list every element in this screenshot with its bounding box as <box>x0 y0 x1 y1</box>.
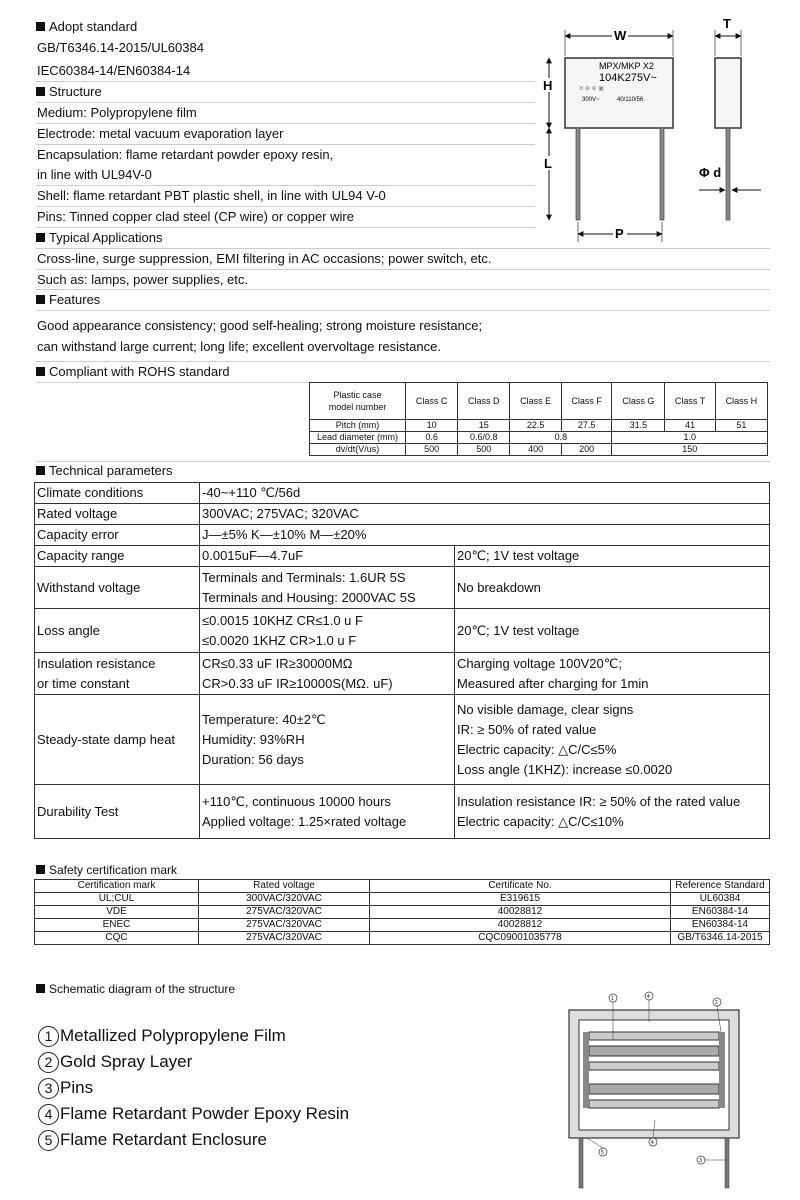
table-cell: dv/dt(V/us) <box>310 444 406 456</box>
legend-item: 5 Flame Retardant Enclosure <box>38 1127 267 1153</box>
table-cell: CQC09001035778 <box>370 932 671 945</box>
pin <box>576 128 580 220</box>
param-condition: No visible damage, clear signs IR: ≥ 50% of rated value Electric capacity: △C/C≤5% Loss angle (1KHZ): increase ≤0.0020 <box>455 695 770 785</box>
dim-p-label: P <box>615 226 624 241</box>
structure-heading: Structure <box>36 82 102 102</box>
param-condition: Charging voltage 100V20℃; Measured after charging for 1min <box>455 653 770 695</box>
param-condition: 20℃; 1V test voltage <box>455 609 770 653</box>
param-value: 0.0015uF—4.7uF <box>200 546 455 567</box>
table-cell: 0.8 <box>510 432 612 444</box>
param-label: Durability Test <box>35 785 200 839</box>
table-cell: Class H <box>715 383 767 420</box>
table-cell: ENEC <box>35 919 199 932</box>
param-value: 300VAC; 275VAC; 320VAC <box>200 504 770 525</box>
dim-d-label: Φ d <box>699 165 722 180</box>
table-cell: GB/T6346.14-2015 <box>671 932 770 945</box>
table-row <box>35 906 770 919</box>
param-value: Terminals and Terminals: 1.6UR 5S Terminals and Housing: 2000VAC 5S <box>200 567 455 609</box>
class-table <box>309 382 768 456</box>
table-cell: UL60384 <box>671 893 770 906</box>
legend-item: 3 Pins <box>38 1075 93 1101</box>
adopt-line: GB/T6346.14-2015/UL60384 <box>37 40 204 55</box>
param-label: Steady-state damp heat <box>35 695 200 785</box>
svg-text:4: 4 <box>651 1140 654 1146</box>
capacitor-side <box>715 58 741 128</box>
table-cell: 41 <box>665 420 715 432</box>
param-condition: No breakdown <box>455 567 770 609</box>
dim-t-label: T <box>723 16 731 31</box>
table-row <box>35 695 770 785</box>
table-cell: 150 <box>612 444 768 456</box>
table-cell: 40028812 <box>370 919 671 932</box>
pin <box>579 1138 583 1188</box>
param-label: Capacity range <box>35 546 200 567</box>
table-row <box>35 653 770 695</box>
structure-line: Pins: Tinned copper clad steel (CP wire) or copper wire <box>37 209 354 224</box>
table-row <box>310 420 768 432</box>
film-layer <box>589 1046 719 1056</box>
table-cell: 300VAC/320VAC <box>199 893 370 906</box>
table-cell: 400 <box>510 444 561 456</box>
safety-table <box>34 879 770 945</box>
spray-layer <box>583 1032 589 1108</box>
technical-table <box>34 482 770 839</box>
param-label: Withstand voltage <box>35 567 200 609</box>
table-row <box>35 609 770 653</box>
structure-line: Electrode: metal vacuum evaporation layer <box>37 126 284 141</box>
table-cell: Plastic case model number <box>310 383 406 420</box>
table-cell: Class G <box>612 383 665 420</box>
svg-text:4: 4 <box>647 994 650 1000</box>
param-value: -40~+110 ℃/56d <box>200 483 770 504</box>
marking: 104K275V~ <box>599 72 657 84</box>
param-label: Climate conditions <box>35 483 200 504</box>
dim-l-label: L <box>544 156 552 171</box>
divider <box>36 382 336 383</box>
table-row <box>35 785 770 839</box>
cert-logo: ꓤ ⊕ ⊕ ▣ <box>579 86 604 92</box>
table-cell: 51 <box>715 420 767 432</box>
applications-heading: Typical Applications <box>36 228 162 248</box>
table-row <box>310 383 768 420</box>
param-label: Loss angle <box>35 609 200 653</box>
marking: MPX/MKP X2 <box>599 61 654 71</box>
adopt-line: IEC60384-14/EN60384-14 <box>37 63 191 78</box>
divider <box>36 81 535 82</box>
adopt-heading: Adopt standard <box>36 17 137 37</box>
table-cell: Class D <box>458 383 510 420</box>
table-cell: 500 <box>406 444 458 456</box>
param-label: Rated voltage <box>35 504 200 525</box>
table-cell: 31.5 <box>612 420 665 432</box>
svg-text:3: 3 <box>699 1158 702 1164</box>
table-cell: 0.6/0.8 <box>458 432 510 444</box>
film-layer <box>589 1084 719 1094</box>
table-cell: VDE <box>35 906 199 919</box>
param-value: ≤0.0015 10KHZ CR≤1.0 u F ≤0.0020 1KHZ CR>1.0 u F <box>200 609 455 653</box>
table-header: Certification mark <box>35 880 199 893</box>
side-pin <box>726 128 730 220</box>
table-row <box>35 525 770 546</box>
param-condition: 20℃; 1V test voltage <box>455 546 770 567</box>
table-row <box>35 893 770 906</box>
table-cell: Lead diameter (mm) <box>310 432 406 444</box>
svg-text:2: 2 <box>715 1000 718 1006</box>
table-cell: Class C <box>406 383 458 420</box>
spray-layer <box>719 1032 725 1108</box>
features-line: can withstand large current; long life; excellent overvoltage resistance. <box>37 339 441 354</box>
table-row <box>35 567 770 609</box>
structure-line: Encapsulation: flame retardant powder epoxy resin, <box>37 147 334 162</box>
film-layer <box>589 1062 719 1070</box>
table-cell: Class T <box>665 383 715 420</box>
legend-item: 1 Metallized Polypropylene Film <box>38 1023 286 1049</box>
table-cell: Class E <box>510 383 561 420</box>
table-header: Reference Standard <box>671 880 770 893</box>
safety-heading: Safety certification mark <box>36 860 177 880</box>
table-row <box>35 919 770 932</box>
table-row <box>35 546 770 567</box>
table-cell: CQC <box>35 932 199 945</box>
divider <box>36 289 770 290</box>
table-cell: 275VAC/320VAC <box>199 906 370 919</box>
dimension-drawing <box>535 10 775 250</box>
schematic-heading: Schematic diagram of the structure <box>36 979 235 999</box>
table-row <box>310 444 768 456</box>
param-label: Insulation resistance or time constant <box>35 653 200 695</box>
table-cell: 275VAC/320VAC <box>199 932 370 945</box>
param-value: +110℃, continuous 10000 hours Applied voltage: 1.25×rated voltage <box>200 785 455 839</box>
film-layer <box>589 1032 719 1040</box>
pin <box>725 1138 729 1188</box>
table-cell: 22.5 <box>510 420 561 432</box>
param-value: CR≤0.33 uF IR≥30000MΩ CR>0.33 uF IR≥10000S(MΩ. uF) <box>200 653 455 695</box>
divider <box>36 310 770 311</box>
legend-item: 4 Flame Retardant Powder Epoxy Resin <box>38 1101 349 1127</box>
table-cell: UL;CUL <box>35 893 199 906</box>
table-cell: 200 <box>561 444 612 456</box>
structure-schematic <box>555 988 755 1196</box>
film-layer <box>589 1100 719 1108</box>
features-heading: Features <box>36 290 100 310</box>
structure-line: in line with UL94V-0 <box>37 167 152 182</box>
technical-heading: Technical parameters <box>36 461 173 481</box>
applications-line: Such as: lamps, power supplies, etc. <box>37 272 248 287</box>
svg-text:5: 5 <box>601 1150 604 1156</box>
rohs-heading: Compliant with ROHS standard <box>36 362 230 382</box>
marking: 40/110/56 <box>617 97 644 103</box>
table-header: Certificate No. <box>370 880 671 893</box>
table-cell: 40028812 <box>370 906 671 919</box>
table-cell: 0.6 <box>406 432 458 444</box>
param-condition: Insulation resistance IR: ≥ 50% of the rated value Electric capacity: △C/C≤10% <box>455 785 770 839</box>
table-row <box>35 504 770 525</box>
table-cell: 10 <box>406 420 458 432</box>
table-cell: 1.0 <box>612 432 768 444</box>
structure-line: Shell: flame retardant PBT plastic shell, in line with UL94 V-0 <box>37 188 386 203</box>
table-row <box>310 432 768 444</box>
table-cell: Pitch (mm) <box>310 420 406 432</box>
table-cell: E319615 <box>370 893 671 906</box>
param-value: Temperature: 40±2℃ Humidity: 93%RH Duration: 56 days <box>200 695 455 785</box>
table-row <box>35 932 770 945</box>
table-cell: 27.5 <box>561 420 612 432</box>
table-cell: 500 <box>458 444 510 456</box>
table-cell: EN60384-14 <box>671 906 770 919</box>
param-label: Capacity error <box>35 525 200 546</box>
table-row <box>35 483 770 504</box>
features-line: Good appearance consistency; good self-healing; strong moisture resistance; <box>37 318 483 333</box>
param-value: J—±5% K—±10% M—±20% <box>200 525 770 546</box>
applications-line: Cross-line, surge suppression, EMI filtering in AC occasions; power switch, etc. <box>37 251 492 266</box>
pin <box>660 128 664 220</box>
table-cell: EN60384-14 <box>671 919 770 932</box>
table-header-row <box>35 880 770 893</box>
table-cell: Class F <box>561 383 612 420</box>
table-cell: 275VAC/320VAC <box>199 919 370 932</box>
dim-h-label: H <box>543 78 553 93</box>
dim-w-label: W <box>614 28 627 43</box>
structure-line: Medium: Polypropylene film <box>37 105 197 120</box>
svg-text:1: 1 <box>611 996 614 1002</box>
legend-item: 2 Gold Spray Layer <box>38 1049 192 1075</box>
table-header: Rated voltage <box>199 880 370 893</box>
table-cell: 15 <box>458 420 510 432</box>
marking: 300V~ <box>582 97 600 103</box>
